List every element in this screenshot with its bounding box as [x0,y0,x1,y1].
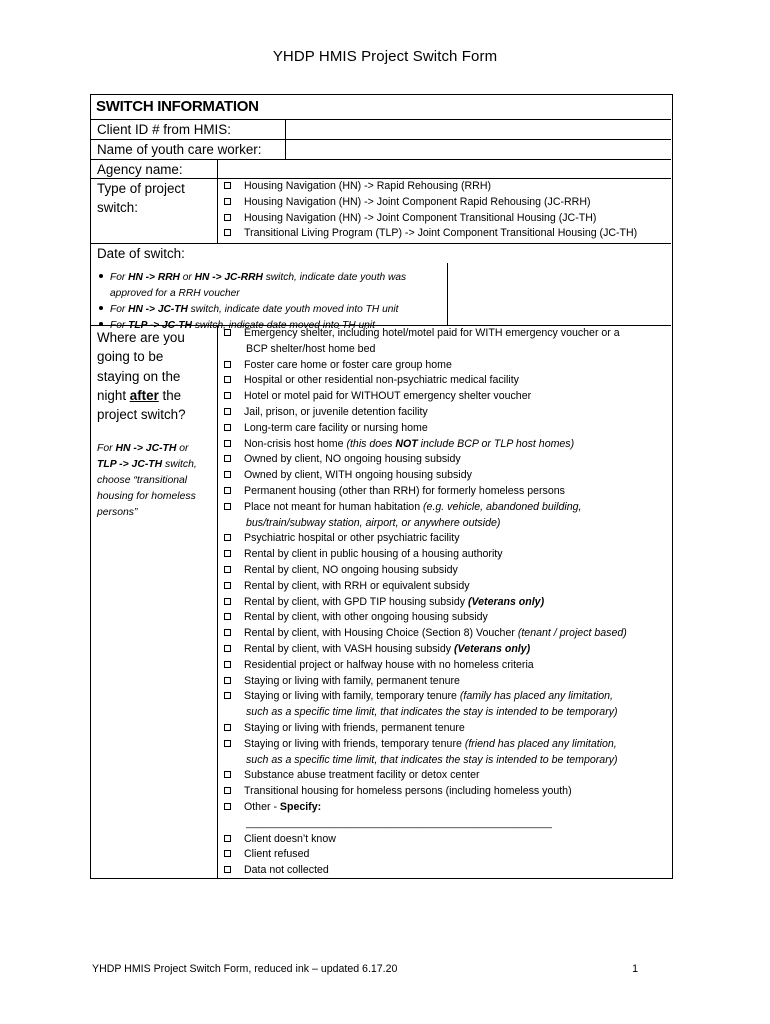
checkbox[interactable] [224,677,231,684]
stay-option[interactable]: Staying or living with friends, temporary tenure (friend has placed any limitation, [224,737,672,753]
checkbox[interactable] [224,455,231,462]
stay-option[interactable]: Rental by client, with VASH housing subsidy (Veterans only) [224,642,672,658]
stay-question: Where are you going to be staying on the night after the project switch? [97,330,186,423]
section-header-row [91,95,671,120]
section-header: SWITCH INFORMATION [96,98,259,115]
checkbox[interactable] [224,376,231,383]
date-note-3: For TLP -> JC-TH switch, indicate date moved into TH unit [99,318,406,334]
client-id-field[interactable] [286,120,671,139]
switch-type-options [224,179,672,242]
stay-option[interactable]: Hospital or other residential non-psychiatric medical facility [224,373,672,389]
stay-option[interactable]: Staying or living with family, permanent tenure [224,674,672,690]
other-specify-field[interactable]: _______________________________________________________ [246,817,552,829]
stay-row [91,326,671,878]
stay-option[interactable]: Hotel or motel paid for WITHOUT emergency shelter voucher [224,389,672,405]
stay-option[interactable]: Long-term care facility or nursing home [224,421,672,437]
checkbox[interactable] [224,661,231,668]
checkbox[interactable] [224,329,231,336]
checkbox[interactable] [224,692,231,699]
checkbox[interactable] [224,850,231,857]
checkbox[interactable] [224,724,231,731]
checkbox[interactable] [224,471,231,478]
stay-option[interactable]: Foster care home or foster care group home [224,358,672,374]
bullet-icon [99,274,103,278]
worker-name-label: Name of youth care worker: [97,142,262,157]
checkbox[interactable] [224,835,231,842]
worker-name-row [91,140,671,160]
checkbox[interactable] [224,771,231,778]
stay-option[interactable]: Place not meant for human habitation (e.g. vehicle, abandoned building, [224,500,672,516]
stay-options [224,326,672,879]
switch-type-option[interactable]: Housing Navigation (HN) -> Joint Component Rapid Rehousing (JC-RRH) [224,195,672,211]
switch-type-option[interactable]: Transitional Living Program (TLP) -> Joint Component Transitional Housing (JC-TH) [224,226,672,242]
footer-text: YHDP HMIS Project Switch Form, reduced ink – updated 6.17.20 [92,963,398,975]
stay-option[interactable]: Data not collected [224,863,672,879]
checkbox[interactable] [224,740,231,747]
date-note-1: For HN -> RRH or HN -> JC-RRH switch, indicate date youth was [99,270,406,286]
checkbox[interactable] [224,198,231,205]
stay-option[interactable]: Transitional housing for homeless persons (including homeless youth) [224,784,672,800]
checkbox[interactable] [224,866,231,873]
stay-option[interactable]: Substance abuse treatment facility or detox center [224,768,672,784]
checkbox[interactable] [224,534,231,541]
checkbox[interactable] [224,392,231,399]
date-row [91,244,671,331]
stay-option[interactable]: Residential project or halfway house with no homeless criteria [224,658,672,674]
checkbox[interactable] [224,408,231,415]
stay-option-cont: BCP shelter/host home bed [246,342,376,355]
stay-option[interactable]: Rental by client, with RRH or equivalent subsidy [224,579,672,595]
stay-option[interactable]: Emergency shelter, including hotel/motel paid for WITH emergency voucher or a [224,326,672,342]
date-instructions [99,270,406,334]
switch-type-label-1: Type of project [97,181,185,196]
stay-option[interactable]: Rental by client, with other ongoing housing subsidy [224,610,672,626]
switch-type-option[interactable]: Housing Navigation (HN) -> Rapid Rehousing (RRH) [224,179,672,195]
stay-option[interactable]: Owned by client, NO ongoing housing subsidy [224,452,672,468]
switch-type-row [91,179,671,244]
stay-option[interactable]: Non-crisis host home (this does NOT include BCP or TLP host homes) [224,437,672,453]
checkbox[interactable] [224,487,231,494]
date-note-1-cont: approved for a RRH voucher [110,288,240,299]
checkbox[interactable] [224,214,231,221]
checkbox[interactable] [224,803,231,810]
checkbox[interactable] [224,182,231,189]
checkbox[interactable] [224,566,231,573]
stay-option[interactable]: Owned by client, WITH ongoing housing subsidy [224,468,672,484]
client-id-row [91,120,671,140]
stay-option[interactable]: Jail, prison, or juvenile detention facility [224,405,672,421]
client-id-label: Client ID # from HMIS: [97,122,231,137]
stay-option[interactable]: Staying or living with family, temporary tenure (family has placed any limitation, [224,689,672,705]
checkbox[interactable] [224,550,231,557]
switch-type-label-2: switch: [97,200,138,215]
stay-option[interactable]: Psychiatric hospital or other psychiatric facility [224,531,672,547]
stay-option[interactable]: Permanent housing (other than RRH) for formerly homeless persons [224,484,672,500]
checkbox[interactable] [224,582,231,589]
stay-option[interactable]: Rental by client, with GPD TIP housing subsidy (Veterans only) [224,595,672,611]
stay-option[interactable]: Rental by client, NO ongoing housing subsidy [224,563,672,579]
checkbox[interactable] [224,440,231,447]
checkbox[interactable] [224,229,231,236]
checkbox[interactable] [224,503,231,510]
stay-note: For HN -> JC-TH or TLP -> JC-TH switch, choose “transitional housing for homeless persons” [97,443,197,518]
worker-name-field[interactable] [286,140,671,159]
page-title: YHDP HMIS Project Switch Form [272,48,498,65]
stay-option-cont: such as a specific time limit, that indicates the stay is intended to be temporary) [246,706,618,719]
checkbox[interactable] [224,629,231,636]
page-footer [92,963,638,975]
stay-option[interactable]: Rental by client, with Housing Choice (Section 8) Voucher (tenant / project based) [224,626,672,642]
checkbox[interactable] [224,361,231,368]
agency-row [91,160,671,179]
switch-form [90,94,673,879]
date-field[interactable] [448,263,670,325]
stay-option[interactable]: Client refused [224,847,672,863]
checkbox[interactable] [224,787,231,794]
stay-option-cont: bus/train/subway station, airport, or anywhere outside) [246,516,501,529]
checkbox[interactable] [224,598,231,605]
label-divider [217,326,218,878]
bullet-icon [99,306,103,310]
checkbox[interactable] [224,424,231,431]
checkbox[interactable] [224,645,231,652]
switch-type-option[interactable]: Housing Navigation (HN) -> Joint Component Transitional Housing (JC-TH) [224,211,672,227]
agency-label: Agency name: [97,162,183,177]
agency-field[interactable] [218,160,671,178]
stay-option-cont: such as a specific time limit, that indicates the stay is intended to be temporary) [246,753,618,766]
date-label: Date of switch: [97,246,185,261]
date-note-2: For HN -> JC-TH switch, indicate date youth moved into TH unit [99,302,406,318]
stay-option[interactable]: Client doesn’t know [224,832,672,848]
checkbox[interactable] [224,613,231,620]
stay-option[interactable]: Staying or living with friends, permanent tenure [224,721,672,737]
page-number: 1 [632,963,638,975]
stay-option-other[interactable]: Other - Specify: [224,800,672,816]
stay-option[interactable]: Rental by client in public housing of a housing authority [224,547,672,563]
